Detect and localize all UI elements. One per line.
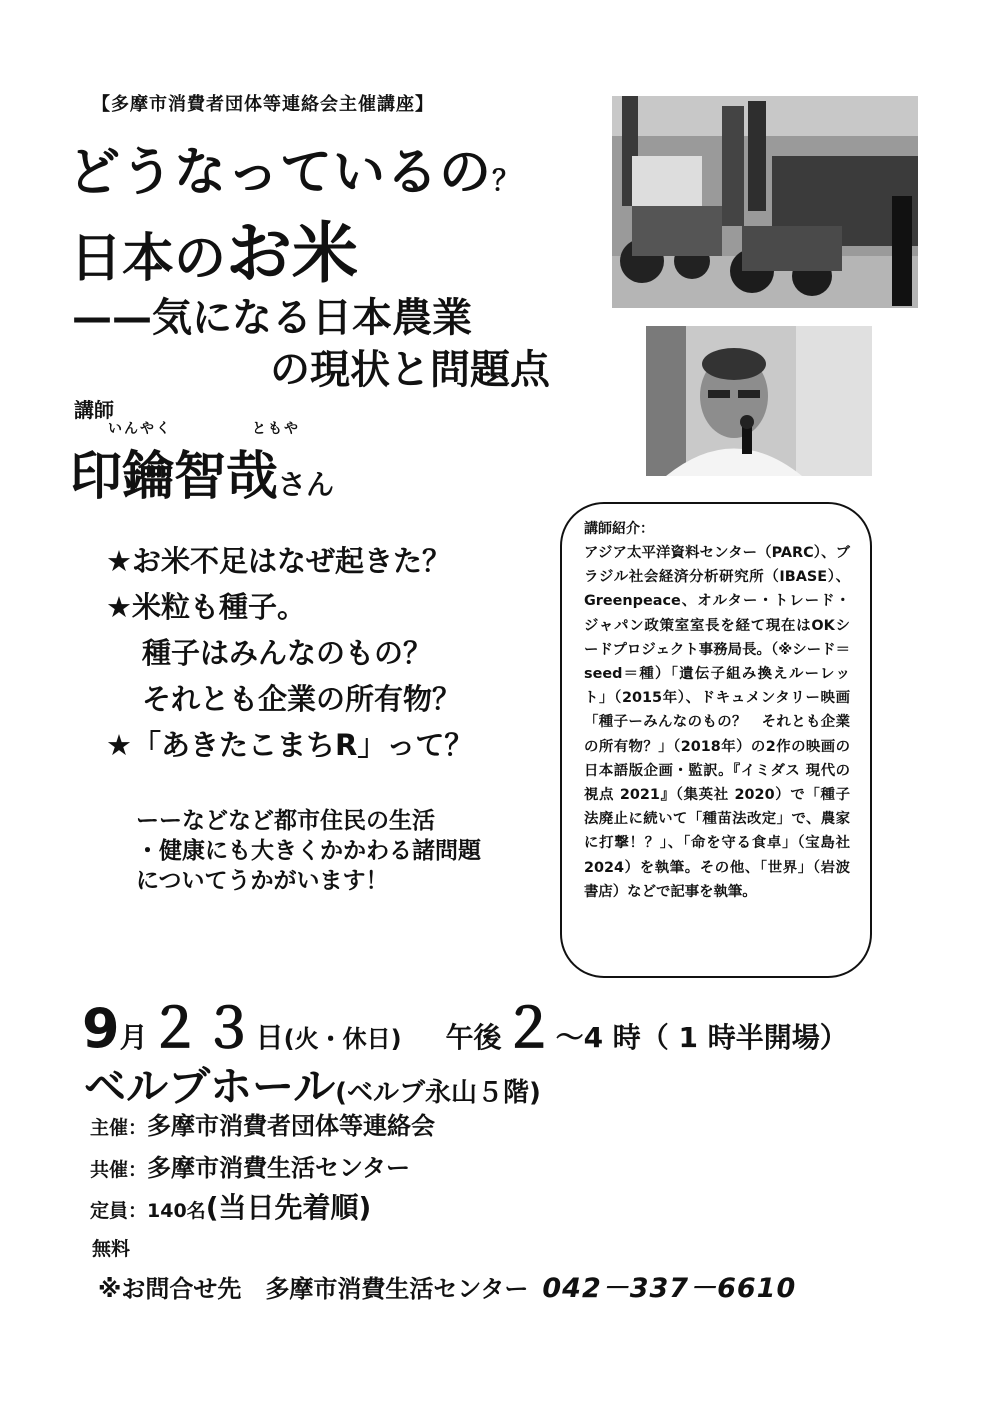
event-month: 9 [82,997,120,1060]
venue-detail: (ベルブ永山５階) [335,1078,541,1108]
title-part-a: 日本の [70,229,227,289]
event-venue [84,1054,541,1114]
lecturer-label: 講師 [74,398,114,422]
bio-text: アジア太平洋資料センター（PARC）、ブラジル社会経済分析研究所（IBASE）、Greenpeace、オルター・トレード・ジャパン政策室室長を経て現在はOKシードプロジェクト事務局長。（※シード＝seed＝種）「遺伝子組み換えルーレット」（2015年）、ドキュメンタリー映画「種子ーみんなのもの？ それとも企業の所有物？」（2018年）の2作の映画の日本語版企画・監訳。『イミダス 現代の視点 2021』（集英社 2020）で「種子法廃止に続いて「種苗法改定」で、農家に打撃！？」、「命を守る食卓」（宝島社 2024）を執筆。その他、「世界」（岩波書店）などで記事を執筆。 [584,545,850,900]
main-title-line1 [68,130,521,205]
event-time-start: ２ [501,997,556,1060]
list-item: ★米粒も種子。 [106,590,306,624]
contact-line [98,1266,796,1305]
sponsor-line [90,1106,435,1141]
key-points-list [106,538,473,768]
capacity-value: 140名 [147,1200,206,1222]
subtitle-line1: ——気になる日本農業 [72,295,472,341]
subtitle-line2: の現状と問題点 [270,347,550,393]
note-line: についてうかがいます！ [136,868,389,894]
list-item: 種子はみんなのもの？ [142,636,433,670]
note-line: ーーなどなど都市住民の生活 [136,808,435,834]
lecturer-name [70,434,334,509]
cosponsor-line [90,1148,410,1183]
lecturer-portrait-photo [646,326,872,476]
cosponsor-name: 多摩市消費生活センター [147,1154,411,1182]
contact-phone: 042－337－6610 [542,1273,797,1304]
list-item: ★「あきたこまちR」って？ [106,728,474,762]
capacity-line [90,1186,371,1226]
sponsor-label: 主催： [90,1117,148,1139]
closing-note [136,806,481,896]
farm-tractor-parade-photo [612,96,918,308]
main-title-line2 [70,200,358,295]
note-line: ・健康にも大きくかかわる諸問題 [136,838,481,864]
lecturer-ruby-family: いんやく [108,421,172,437]
capacity-note: (当日先着順) [205,1191,372,1224]
event-time-prefix: 午後 [445,1021,502,1054]
venue-name: ベルブホール [84,1062,336,1111]
lecturer-ruby-given: ともや [252,421,300,437]
fee-label: 無料 [92,1238,131,1260]
contact-label: ※お問合せ先 多摩市消費生活センター [98,1275,529,1303]
lecturer-bio-box [560,502,872,978]
sponsor-name: 多摩市消費者団体等連絡会 [147,1112,436,1140]
event-weekday: (火・休日) [283,1025,402,1053]
lecturer-honorific: さん [278,468,335,501]
event-day-unit: 日 [255,1021,284,1054]
capacity-label: 定員： [90,1200,148,1222]
event-month-unit: 月 [119,1021,148,1054]
event-date-time [82,986,848,1063]
cosponsor-label: 共催： [90,1159,148,1181]
title-text: どうなっているの [68,143,493,203]
bio-title: 講師紹介： [584,521,654,537]
title-question-mark: ？ [492,164,522,197]
event-time-rest: ～4 時（ 1 時半開場） [555,1021,848,1054]
list-item: ★お米不足はなぜ起きた？ [106,544,451,578]
event-series-label: 【多摩市消費者団体等連絡会主催講座】 [92,94,434,115]
event-day: ２３ [147,997,256,1060]
title-part-b: お米 [226,215,359,292]
list-item: それとも企業の所有物？ [142,682,462,716]
lecturer-name-text: 印鑰智哉 [70,447,279,507]
